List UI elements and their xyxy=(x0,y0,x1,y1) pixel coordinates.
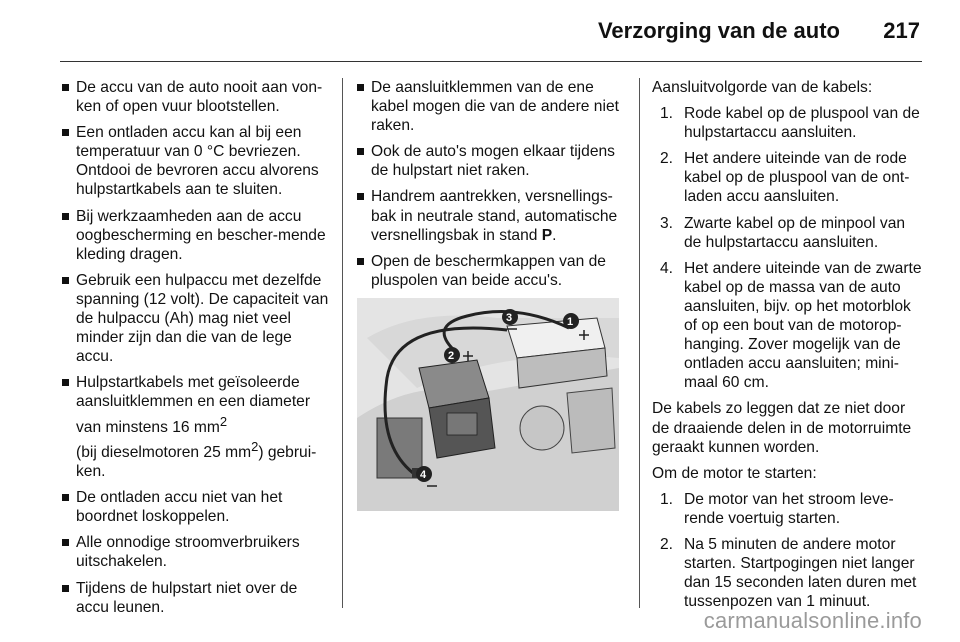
text-run: (bij dieselmotoren 25 mm xyxy=(76,443,252,461)
step-text: Na 5 minuten de andere motor starten. Startpogingen niet langer dan 15 seconden laten duren met tussenpozen van 1 minuut. xyxy=(684,535,917,611)
page-number: 217 xyxy=(883,18,920,43)
step-text: Zwarte kabel op de minpool van de hulpstartaccu aansluiten. xyxy=(684,214,906,251)
bullet-item: Bij werkzaamheden aan de accu oogbescherming en bescher-mende kleding dragen. xyxy=(62,207,330,264)
step-number: 4. xyxy=(660,259,674,277)
text-run: Handrem aantrekken, versnellings-bak in neutrale stand, automatische versnellingsbak in stand xyxy=(371,188,618,244)
callout-4-label: 4 xyxy=(420,468,427,481)
step-text: Het andere uiteinde van de zwarte kabel op de massa van de auto aansluiten, bijv. op het motorblok of op een bout van de motorop-hanging. Zover mogelijk van de ontladen accu aansluiten; mini-maal 60 cm. xyxy=(684,259,922,392)
step-number: 1. xyxy=(660,490,674,508)
callout-1-label: 1 xyxy=(567,315,574,328)
connection-order-intro: Aansluitvolgorde van de kabels: xyxy=(652,79,873,96)
step-item xyxy=(652,149,924,206)
cable-routing-note: De kabels zo leggen dat ze niet door de draaiende delen in de motorruimte geraakt kunnen worden. xyxy=(652,400,912,456)
donor-battery xyxy=(507,315,607,388)
column-divider-2 xyxy=(639,78,640,608)
superscript: 2 xyxy=(219,413,228,429)
start-steps xyxy=(652,490,924,612)
text-run: ) gebrui-ken. xyxy=(76,443,317,481)
bullet-item: Tijdens de hulpstart niet over de accu leunen. xyxy=(62,579,330,617)
bullet-item: De accu van de auto nooit aan von-ken of open vuur blootstellen. xyxy=(62,78,330,116)
step-item xyxy=(652,490,924,528)
gear-position: P xyxy=(541,226,553,244)
bullet-item xyxy=(357,187,625,244)
bullet-item: Een ontladen accu kan al bij een temperatuur van 0 °C bevriezen. Ontdooi de bevroren accu alvorens hulpstartkabels aan te sluiten. xyxy=(62,123,330,199)
step-text: Rode kabel op de pluspool van de hulpstartaccu aansluiten. xyxy=(684,105,920,142)
header-rule xyxy=(60,61,922,62)
bullet-list-2 xyxy=(357,78,625,290)
step-item xyxy=(652,104,924,142)
watermark-link[interactable]: carmanualsonline.info xyxy=(703,608,922,633)
step-item xyxy=(652,214,924,252)
bullet-item: De aansluitklemmen van de ene kabel mogen die van de andere niet raken. xyxy=(357,78,625,135)
superscript: 2 xyxy=(251,438,259,454)
connection-steps xyxy=(652,104,924,392)
column-3 xyxy=(652,78,924,618)
start-engine-intro: Om de motor te starten: xyxy=(652,464,817,482)
step-text: Het andere uiteinde van de rode kabel op de pluspool van de ont-laden accu aansluiten. xyxy=(684,150,910,206)
bullet-item: Alle onnodige stroomverbruikers uitschakelen. xyxy=(62,533,330,571)
column-1 xyxy=(62,78,330,624)
column-2 xyxy=(357,78,625,511)
header-title: Verzorging van de auto xyxy=(597,18,840,43)
text-run: . xyxy=(552,226,557,244)
bullet-list-1 xyxy=(62,78,330,617)
callout-3-label: 3 xyxy=(506,311,513,324)
step-text: De motor van het stroom leve-rende voertuig starten. xyxy=(684,490,894,527)
engine-bay-illustration xyxy=(357,298,619,511)
bullet-item: Open de beschermkappen van de pluspolen van beide accu's. xyxy=(357,252,625,290)
step-item xyxy=(652,535,924,611)
step-number: 3. xyxy=(660,214,674,232)
text-run: Hulpstartkabels met geïsoleerde aansluitklemmen en een diameter van minstens 16 mm xyxy=(76,374,311,436)
step-number: 2. xyxy=(660,535,674,553)
bullet-item: De ontladen accu niet van het boordnet loskoppelen. xyxy=(62,488,330,526)
callout-2-label: 2 xyxy=(448,349,455,362)
step-number: 2. xyxy=(660,150,674,168)
step-item xyxy=(652,259,924,393)
bullet-item xyxy=(62,373,330,481)
step-number: 1. xyxy=(660,105,674,123)
column-divider-1 xyxy=(342,78,343,608)
bullet-item: Ook de auto's mogen elkaar tijdens de hulpstart niet raken. xyxy=(357,142,625,180)
engine-bay-figure xyxy=(357,298,619,511)
bullet-item: Gebruik een hulpaccu met dezelfde spanning (12 volt). De capaciteit van de hulpaccu (Ah) mag niet veel minder zijn dan die van de lege accu. xyxy=(62,271,330,366)
